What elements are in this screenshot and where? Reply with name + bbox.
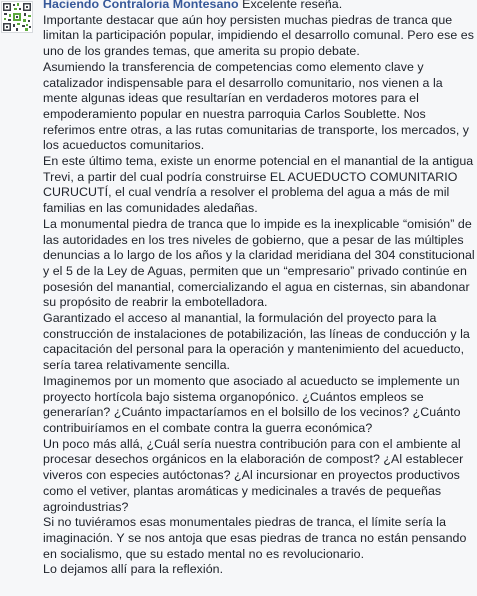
comment-paragraph: Imaginemos por un momento que asociado al acueducto se implemente un proyecto hortícola bajo sistema organopónico. ¿Cuántos empleos se generarían? ¿Cuánto impactaríamos en el bolsillo de los vecinos? ¿Cuánto contribuiríamos en el combate contra la guerra económica?	[43, 373, 461, 435]
comment-paragraph: Garantizado el acceso al manantial, la formulación del proyecto para la construcción de instalaciones de potabilización, las líneas de conducción y la capacitación del personal para la operación y mantenimiento del acueducto, sería tarea relativamente sencilla.	[43, 311, 470, 373]
comment-paragraph: En este último tema, existe un enorme potencial en el manantial de la antigua Trevi, a partir del cual podría construirse EL ACUEDUCTO COMUNITARIO CURUCUTÍ, el cual vendría a resolver el problema del agua a más de mil familias en las comunidades aledañas.	[43, 154, 474, 216]
comment-paragraph: Importante destacar que aún hoy persisten muchas piedras de tranca que limitan la participación popular, impidiendo el desarrollo comunal. Pero ese es uno de los grandes temas, que amerita su propio debate.	[43, 12, 474, 59]
profile-avatar[interactable]	[1, 1, 33, 33]
comment-author-link[interactable]: Haciendo Contraloria Montesano	[43, 0, 239, 11]
comment-paragraph: Lo dejamos allí para la reflexión.	[43, 562, 224, 577]
comment-lead-text: Excelente reseña.	[242, 0, 343, 11]
comment-paragraph: Si no tuviéramos esas monumentales piedras de tranca, el límite sería la imaginación. Y se nos antoja que esas piedras de tranca no están pensando en socialismo, que su estado mental no es revolucionario.	[43, 515, 467, 561]
comment-header	[43, 0, 475, 13]
comment-paragraph: Un poco más allá, ¿Cuál sería nuestra contribución para con el ambiente al procesar desechos orgánicos en la elaboración de compost? ¿Al establecer viveros con especies autóctonas? ¿Al incursionar en proyectos productivos como el vetiver, plantas aromáticas y medicinales a través de pequeñas agroindustrias?	[43, 436, 464, 514]
qr-code-avatar-icon	[2, 2, 32, 32]
comment-paragraph: La monumental piedra de tranca que lo impide es la inexplicable “omisión” de las autoridades en los tres niveles de gobierno, que a pesar de las múltiples denuncias a lo largo de los años y la claridad meridiana del 304 constitucional y el 5 de la Ley de Aguas, permiten que un “empresario” privado continúe en posesión del manantial, comercializando el agua en cisternas, sin abandonar su propósito de reabrir la embotelladora.	[43, 216, 475, 310]
comment-body	[43, 0, 475, 578]
comment-paragraph: Asumiendo la transferencia de competencias como elemento clave y catalizador indispensable para el desarrollo comunitario, nos vienen a la mente algunas ideas que resultarían en verdaderos motores para el empoderamiento popular en nuestra parroquia Carlos Soublette. Nos referimos entre otras, a las rutas comunitarias de transporte, los mercados, y los acueductos comunitarios.	[43, 59, 470, 153]
